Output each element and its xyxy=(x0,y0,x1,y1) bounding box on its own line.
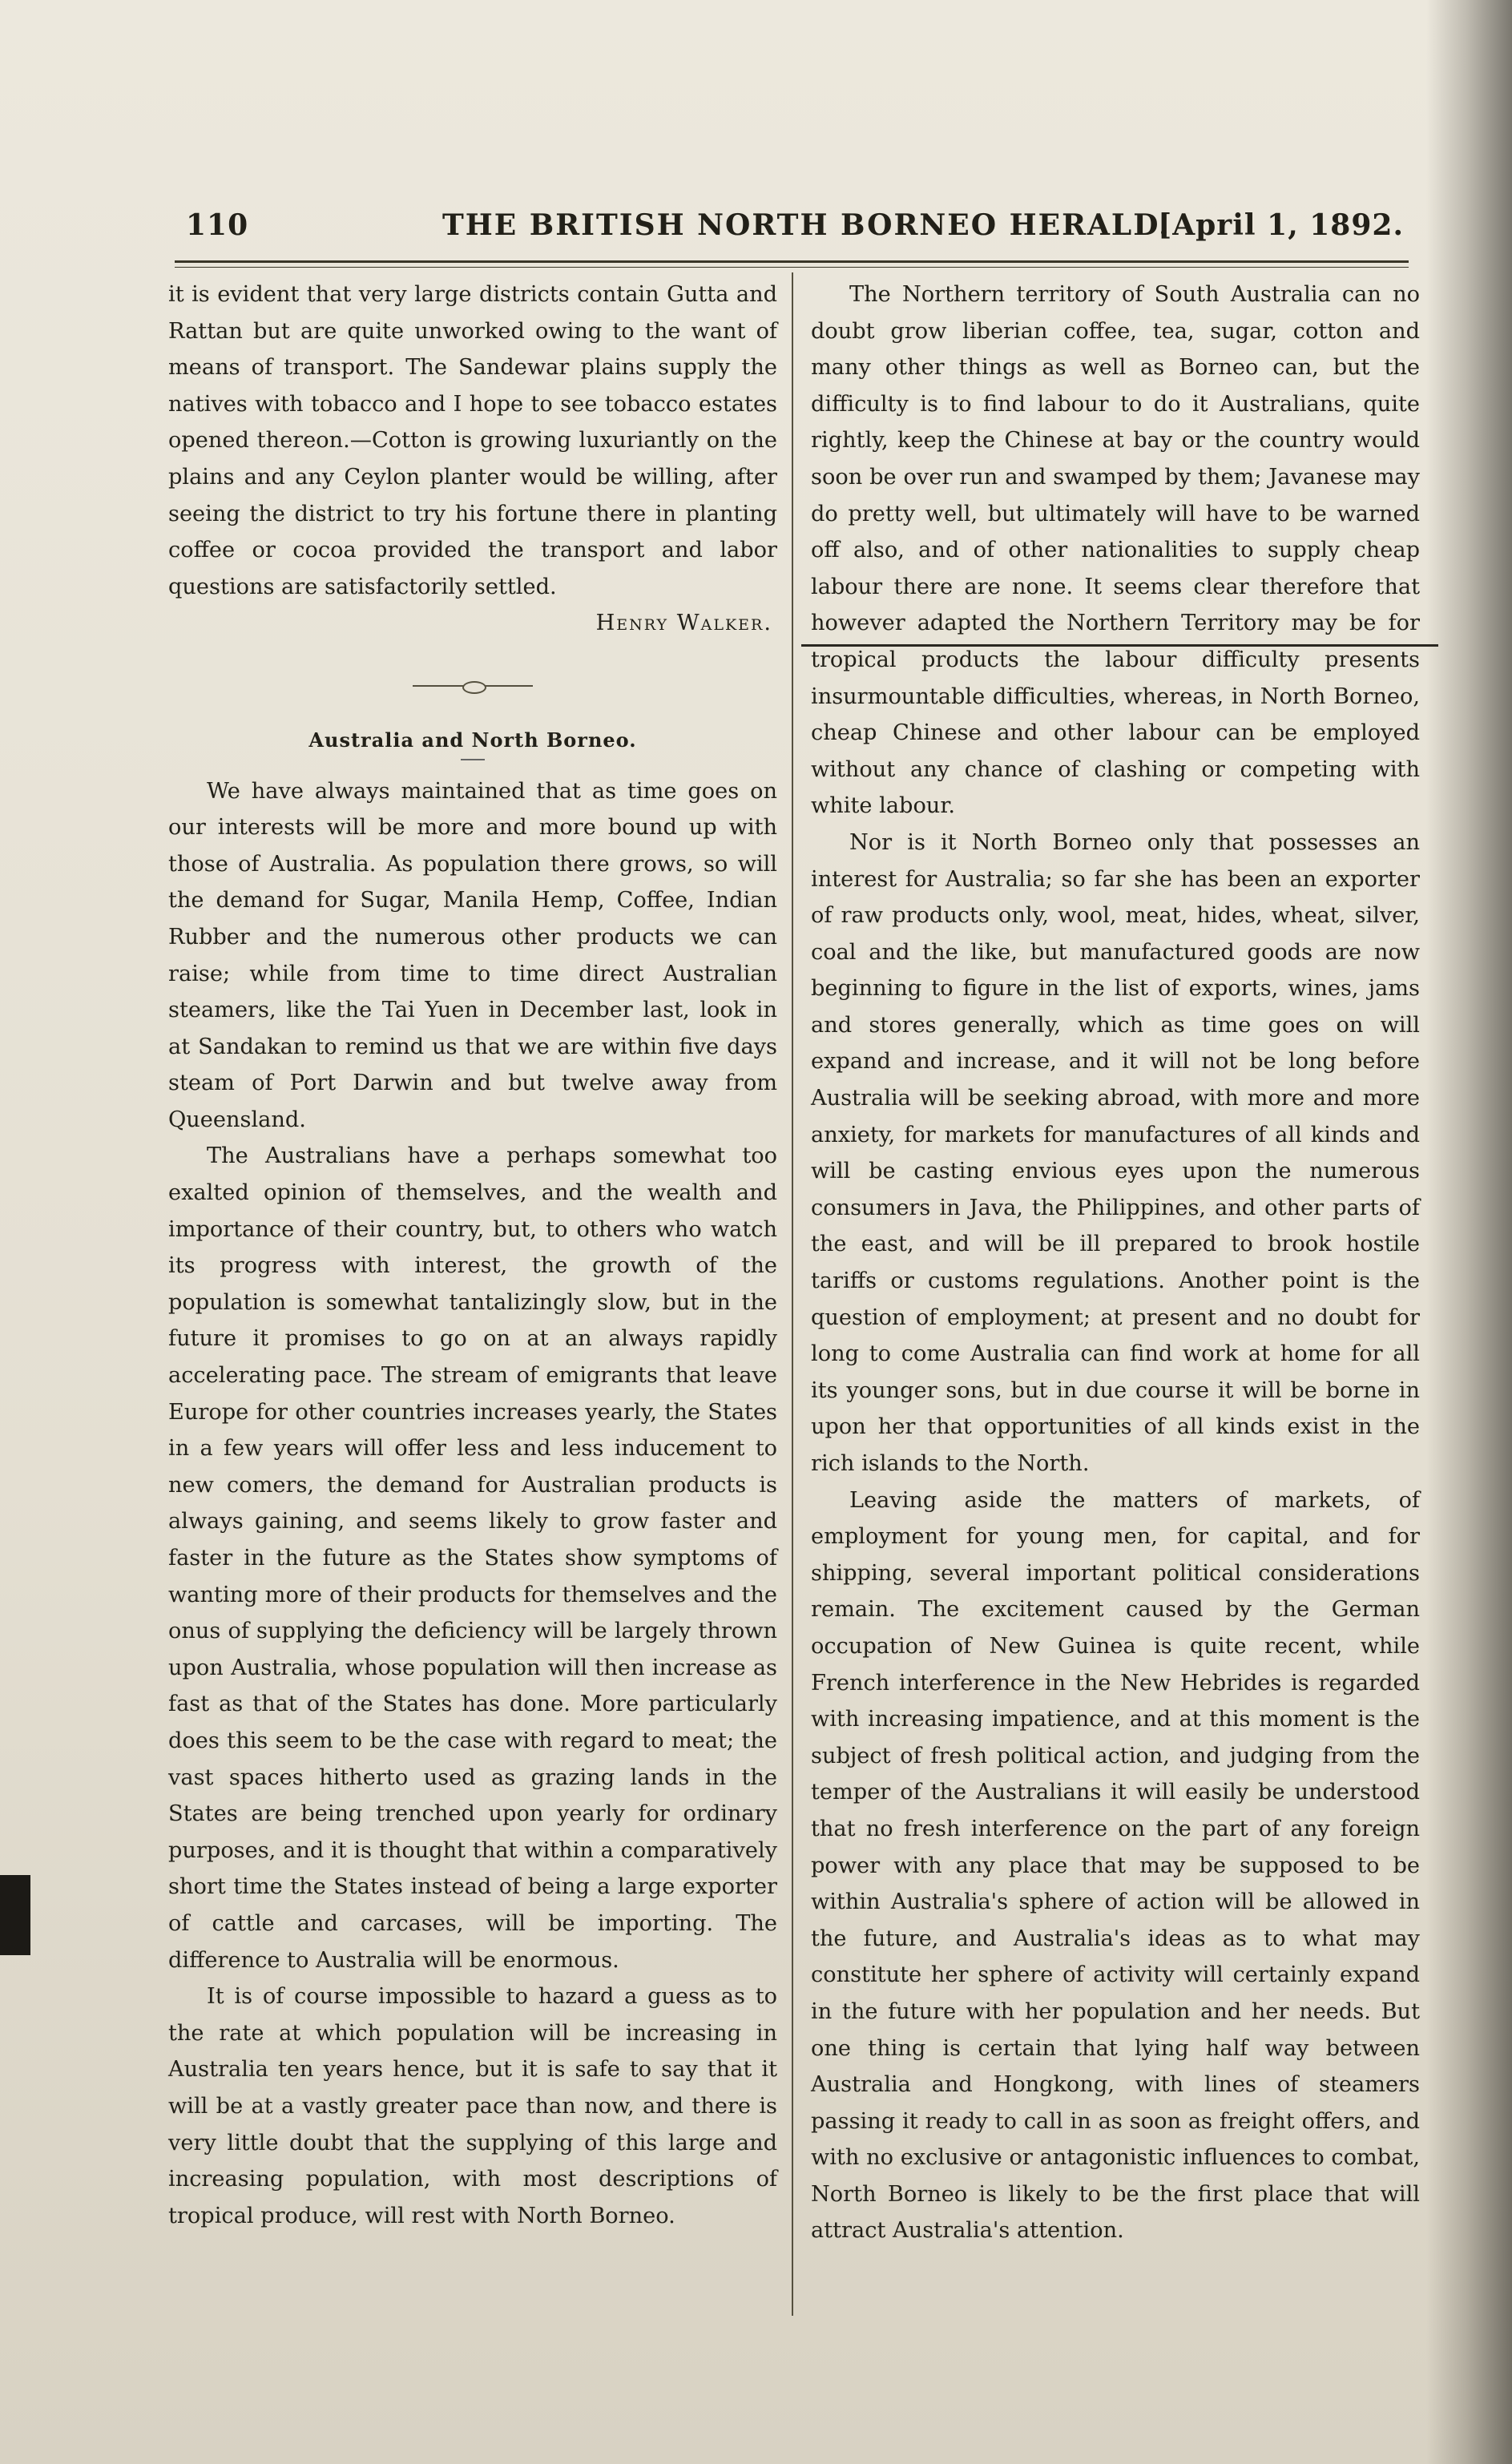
issue-date: [April 1, 1892. xyxy=(1158,208,1404,242)
section-ornament xyxy=(413,685,533,687)
header-rule-thin xyxy=(175,267,1409,268)
page-number: 110 xyxy=(186,208,249,242)
article-paragraph-2: The Australians have a perhaps somewhat too exalted opinion of themselves, and the wealth and importance of their country, but, to others who watch its progress with interest, the growth of the population is somewhat tantalizingly slow, but in the future it promises to go on at an always rapidly accelerating pace. The stream of emigrants that leave Europe for other countries increases yearly, the States in a few years will offer less and less inducement to new comers, the demand for Australian products is always gaining, and seems likely to grow faster and faster in the future as the States show symptoms of wanting more of their products for themselves and the onus of supplying the deficiency will be largely thrown upon Australia, whose population will then increase as fast as that of the States has done. More particularly does this seem to be the case with regard to meat; the vast spaces hitherto used as grazing lands in the States are being trenched upon yearly for ordinary purposes, and it is thought that within a comparatively short time the States instead of being a large exporter of cattle and carcases, will be importing. The difference to Australia will be enormous. xyxy=(168,1143,777,1973)
article-paragraph-4: The Northern territory of South Australia can no doubt grow liberian coffee, tea, sugar, cotton and many other things as well as Borneo can, but the difficulty is to find labour to do it Australians, quite rightly, keep the Chinese at bay or the country would soon be over run and swamped by them; Javanese may do pretty well, but ultimately will have to be warned off also, and of other nationalities to supply cheap labour there are none. It seems clear therefore that however adapted the Northern Territory may be for tropical products the labour difficulty presents insurmountable difficulties, whereas, in North Borneo, cheap Chinese and other labour can be employed without any chance of clashing or competing with white labour. xyxy=(811,282,1420,819)
author-signature: Henry Walker. xyxy=(595,611,772,636)
article-paragraph-3: It is of course impossible to hazard a guess as to the rate at which population will be increasing in Australia ten years hence, but it is safe to say that it will be at a vastly greater pace than now, and there is very little doubt that the supplying of this large and increasing population, with most descriptions of tropical produce, will rest with North Borneo. xyxy=(168,1984,777,2228)
page-header xyxy=(178,200,1404,248)
left-column xyxy=(168,276,777,2234)
article-paragraph-6: Leaving aside the matters of markets, of employment for young men, for capital, and for shipping, several important political considerations remain. The excitement caused by the German occupation of New Guinea is quite recent, while French interference in the New Hebrides is regarded with increasing impatience, and at this moment is the subject of fresh political action, and judging from the temper of the Australians it will easily be understood that no fresh interference on the part of any foreign power with any place that may be supposed to be within Australia's sphere of action will be allowed in the future, and Australia's ideas as to what may constitute her sphere of activity will certainly expand in the future with her population and her needs. But one thing is certain that lying half way between Australia and Hongkong, with lines of steamers passing it ready to call in as soon as freight offers, and with no exclusive or antagonistic influences to combat, North Borneo is likely to be the first place that will attract Australia's attention. xyxy=(811,1487,1420,2244)
ink-line-mark xyxy=(801,644,1438,647)
title-dash xyxy=(461,759,485,760)
article-title: Australia and North Borneo. xyxy=(308,728,637,752)
binding-tab xyxy=(0,1875,30,1955)
column-divider xyxy=(792,272,793,2316)
article-paragraph-5: Nor is it North Borneo only that possesses an interest for Australia; so far she has been an exporter of raw products only, wool, meat, hides, wheat, silver, coal and the like, but manufactured goods are now beginning to figure in the list of exports, wines, jams and stores generally, which as time goes on will expand and increase, and it will not be long before Australia will be seeking abroad, with more and more anxiety, for markets for manufactures of all kinds and will be casting envious eyes upon the numerous consumers in Java, the Philippines, and other parts of the east, and will be ill prepared to brook hostile tariffs or customs regulations. Another point is the question of employment; at present and no doubt for long to come Australia can find work at home for all its younger sons, but in due course it will be borne in upon her that opportunities of all kinds exist in the rich islands to the North. xyxy=(811,829,1420,1476)
continued-paragraph: it is evident that very large districts contain Gutta and Rattan but are quite unworked owing to the want of means of transport. The Sandewar plains supply the natives with tobacco and I hope to see tobacco estates opened thereon.—Cotton is growing luxuriantly on the plains and any Ceylon planter would be willing, after seeing the district to try his fortune there in planting coffee or cocoa provided the transport and labor questions are satisfactorily settled. xyxy=(168,282,777,599)
publication-title: THE BRITISH NORTH BORNEO HERALD. xyxy=(442,208,1171,242)
header-rule xyxy=(175,260,1409,263)
right-column xyxy=(811,276,1420,2249)
article-paragraph-1: We have always maintained that as time goes on our interests will be more and more bound up with those of Australia. As population there grows, so will the demand for Sugar, Manila Hemp, Coffee, Indian Rubber and the numerous other products we can raise; while from time to time direct Australian steamers, like the Tai Yuen in December last, look in at Sandakan to remind us that we are within five days steam of Port Darwin and but twelve away from Queensland. xyxy=(168,778,777,1132)
